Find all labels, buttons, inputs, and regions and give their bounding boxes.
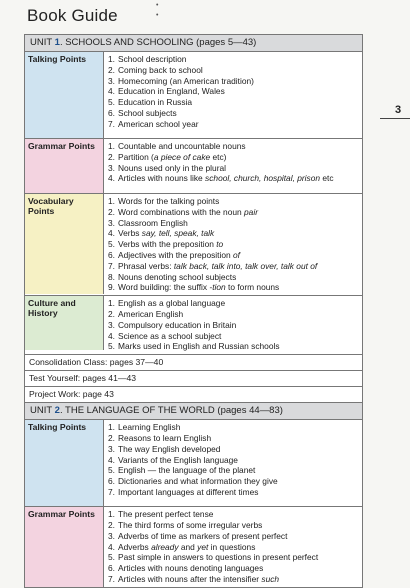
section-items [104, 52, 362, 138]
item-number: 2. [108, 519, 115, 530]
item-number: 2. [108, 151, 115, 162]
section-label: Grammar Points [25, 139, 104, 193]
item-number: 4. [108, 228, 115, 239]
list-item [108, 218, 360, 229]
item-text: Countable and uncountable nouns [118, 141, 246, 151]
item-text: Education in England, Wales [118, 86, 225, 97]
item-number: 5. [108, 341, 115, 352]
item-text: Verbs with the preposition to [118, 239, 224, 250]
unit-1-section-grammar-points [25, 139, 362, 194]
item-number: 1. [108, 54, 115, 64]
item-number: 3. [108, 443, 115, 454]
unit-2-header [25, 403, 362, 420]
item-number: 5. [108, 552, 115, 563]
item-number: 4. [108, 454, 115, 465]
unit-title: . SCHOOLS AND SCHOOLING (pages 5—43) [59, 37, 257, 48]
item-text: Nouns used only in the plural [118, 162, 227, 173]
item-text: Verbs say, tell, speak, talk [118, 228, 215, 239]
item-text: Adjectives with the preposition of [118, 249, 240, 260]
item-number: 6. [108, 476, 115, 487]
list-item [108, 531, 360, 542]
list-item [108, 465, 360, 476]
consolidation-class: Consolidation Class: pages 37—40 [25, 355, 362, 371]
item-text: American school year [118, 118, 199, 129]
list-item [108, 563, 360, 574]
item-number: 3. [108, 217, 115, 228]
list-item [108, 152, 360, 163]
item-number: 2. [108, 64, 115, 75]
item-text: English — the language of the planet [118, 465, 256, 476]
item-text: Coming back to school [118, 64, 203, 75]
item-text: The third forms of some irregular verbs [118, 519, 263, 530]
list-item [108, 173, 360, 184]
item-number: 1. [108, 509, 115, 520]
list-item [108, 298, 360, 309]
item-text: Dictionaries and what information they give [118, 476, 278, 487]
item-text: The present perfect tense [118, 509, 214, 520]
unit-prefix: UNIT [30, 37, 52, 48]
unit-number: 2 [54, 405, 60, 417]
project-work: Project Work: page 43 [25, 387, 362, 403]
page-number: 3 [395, 104, 402, 116]
dot-marker: • [156, 12, 159, 19]
unit-title: . THE LANGUAGE OF THE WORLD (pages 44—83) [59, 405, 283, 417]
unit-number: 1 [54, 37, 60, 48]
item-text: Education in Russia [118, 97, 193, 108]
item-number: 7. [108, 573, 115, 584]
unit-1-header [25, 35, 362, 52]
unit-2-section-talking-points [25, 420, 362, 507]
item-number: 7. [108, 486, 115, 497]
list-item [108, 228, 360, 239]
list-item [108, 341, 360, 352]
item-number: 8. [108, 271, 115, 282]
list-item [108, 86, 360, 97]
section-items [104, 420, 362, 506]
item-number: 3. [108, 75, 115, 86]
item-text: Homecoming (an American tradition) [118, 75, 254, 86]
unit-1-section-culture-history [25, 296, 362, 355]
list-item [108, 422, 360, 433]
book-guide-table [24, 34, 363, 588]
list-item [108, 444, 360, 455]
list-item [108, 261, 360, 272]
item-text: Articles with nouns after the intensifier such [118, 573, 280, 584]
section-label: Talking Points [25, 420, 104, 506]
section-label: Talking Points [25, 52, 104, 138]
list-item [108, 65, 360, 76]
item-text: Articles with nouns like school, church, hospital, prison etc [118, 173, 334, 184]
item-number: 2. [108, 308, 115, 319]
list-item [108, 141, 360, 152]
list-item [108, 331, 360, 342]
item-text: Adverbs already and yet in questions [118, 541, 256, 552]
item-text: Variants of the English language [118, 454, 238, 465]
section-items [104, 507, 362, 587]
item-number: 1. [108, 298, 115, 309]
list-item [108, 433, 360, 444]
item-text: Word building: the suffix -tion to form nouns [118, 282, 280, 293]
section-label: Vocabulary Points [25, 194, 104, 294]
item-number: 5. [108, 465, 115, 476]
item-number: 5. [108, 97, 115, 108]
item-number: 1. [108, 196, 115, 206]
list-item [108, 250, 360, 261]
page-number-rule [380, 118, 410, 119]
item-number: 7. [108, 260, 115, 271]
item-number: 1. [108, 422, 115, 433]
list-item [108, 574, 360, 585]
item-number: 1. [108, 141, 115, 151]
item-text: Science as a school subject [118, 330, 222, 341]
list-item [108, 272, 360, 283]
item-text: Nouns denoting school subjects [118, 271, 237, 282]
list-item [108, 76, 360, 87]
item-text: Learning English [118, 422, 181, 433]
list-item [108, 320, 360, 331]
item-number: 3. [108, 319, 115, 330]
list-item [108, 542, 360, 553]
item-text: English as a global language [118, 298, 226, 309]
item-text: Phrasal verbs: talk back, talk into, talk over, talk out of [118, 260, 318, 271]
test-yourself: Test Yourself: pages 41—43 [25, 371, 362, 387]
item-number: 6. [108, 107, 115, 118]
list-item [108, 476, 360, 487]
section-label: Grammar Points [25, 507, 104, 587]
item-number: 4. [108, 541, 115, 552]
item-text: Articles with nouns denoting languages [118, 563, 264, 574]
item-text: School subjects [118, 107, 177, 118]
item-number: 6. [108, 563, 115, 574]
item-text: Compulsory education in Britain [118, 319, 237, 330]
item-text: Reasons to learn English [118, 432, 212, 443]
list-item [108, 552, 360, 563]
item-text: The way English developed [118, 443, 221, 454]
list-item [108, 196, 360, 207]
item-number: 2. [108, 432, 115, 443]
unit-2-section-grammar-points [25, 507, 362, 587]
item-number: 2. [108, 206, 115, 217]
item-text: Marks used in English and Russian schools [118, 341, 280, 352]
item-number: 9. [108, 282, 115, 293]
item-text: School description [118, 54, 187, 64]
list-item [108, 520, 360, 531]
item-text: Important languages at different times [118, 486, 259, 497]
list-item [108, 119, 360, 130]
list-item [108, 97, 360, 108]
item-text: Word combinations with the noun pair [118, 206, 258, 217]
list-item [108, 207, 360, 218]
list-item [108, 309, 360, 320]
list-item [108, 455, 360, 466]
section-items [104, 139, 362, 193]
page-title: Book Guide [27, 6, 118, 25]
section-label: Culture and History [25, 296, 104, 350]
item-text: Partition (a piece of cake etc) [118, 151, 227, 162]
item-text: Classroom English [118, 217, 188, 228]
item-number: 4. [108, 330, 115, 341]
item-text: Adverbs of time as markers of present perfect [118, 530, 288, 541]
list-item [108, 108, 360, 119]
item-number: 6. [108, 249, 115, 260]
item-number: 7. [108, 118, 115, 129]
item-number: 3. [108, 530, 115, 541]
list-item [108, 54, 360, 65]
item-number: 5. [108, 239, 115, 250]
dot-marker: • [156, 2, 159, 9]
item-text: Words for the talking points [118, 196, 220, 206]
list-item [108, 487, 360, 498]
list-item [108, 282, 360, 293]
unit-prefix: UNIT [30, 405, 52, 417]
item-number: 4. [108, 173, 115, 184]
item-number: 4. [108, 86, 115, 97]
list-item [108, 509, 360, 520]
item-number: 3. [108, 162, 115, 173]
section-items [104, 194, 362, 295]
unit-1-section-talking-points [25, 52, 362, 139]
section-items [104, 296, 362, 354]
list-item [108, 163, 360, 174]
item-text: American English [118, 308, 184, 319]
item-text: Past simple in answers to questions in present perfect [118, 552, 319, 563]
unit-1-section-vocabulary-points [25, 194, 362, 296]
list-item [108, 239, 360, 250]
